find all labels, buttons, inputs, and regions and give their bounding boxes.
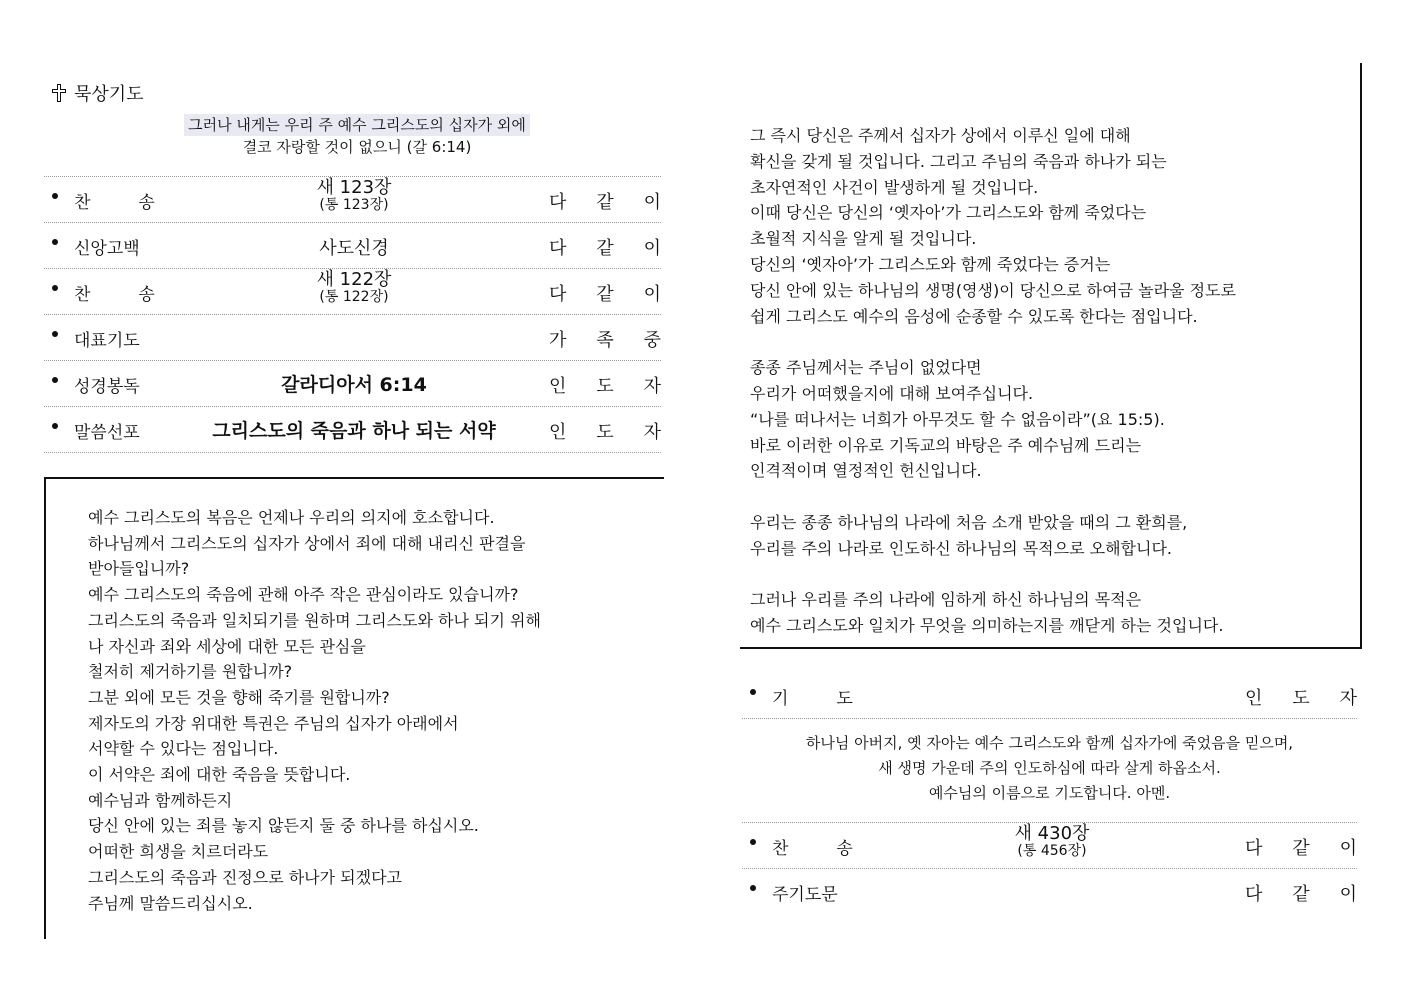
order-label: 기도 xyxy=(772,689,901,709)
scripture-reference: 갈라디아서 6:14 xyxy=(281,374,427,396)
hymn-old-number: (통 456장) xyxy=(1017,843,1087,859)
cross-icon xyxy=(52,84,66,102)
order-label: 대표기도 xyxy=(74,331,140,351)
bullet xyxy=(52,193,58,199)
message-text: 예수 그리스도의 복음은 언제나 우리의 의지에 호소합니다. 하나님께서 그리스도의 십자가 상에서 죄에 대해 내리신 판결을 받아들입니까? 예수 그리스도의 죽음에 관해 아주 작은 관심이라도 있습니까? 그리스도의 죽음과 일치되기를 원하며 그리스도와 하나 되기 위해 나 자신과 죄와 세상에 대한 모든 관심을 철저히 제거하기를 원합니까? 그분 외에 모든 것을 향해 죽기를 원합니까? 제자도의 가장 위대한 특권은 주님의 십자가 아래에서 서약할 수 있다는 점입니다. 이 서약은 죄에 대한 죽음을 뜻합니다. 예수님과 함께하든지 당신 안에 있는 죄를 놓지 않든지 둘 중 하나를 하십시오. 어떠한 희생을 치르더라도 그리스도의 죽음과 진정으로 하나가 되겠다고 주님께 말씀드리십시오. xyxy=(88,508,541,913)
order-row-prayer xyxy=(44,315,661,361)
hymn-old-number: (통 122장) xyxy=(319,289,389,305)
hymn-old-number: (통 123장) xyxy=(319,197,389,213)
verse-line-1: 그러나 내게는 우리 주 예수 그리스도의 십자가 외에 xyxy=(184,114,530,136)
prayer-text xyxy=(742,731,1357,806)
order-leader: 다 같 이 xyxy=(549,238,661,259)
order-leader: 다 같 이 xyxy=(549,192,661,213)
order-label: 주기도문 xyxy=(772,885,838,905)
bullet xyxy=(52,423,58,429)
bullet xyxy=(52,285,58,291)
hymn-number: 새 430장 xyxy=(1014,823,1090,844)
order-label: 찬송 xyxy=(74,193,203,213)
order-row-lords-prayer xyxy=(742,869,1357,914)
order-row-hymn-final xyxy=(742,823,1357,869)
order-leader: 인 도 자 xyxy=(549,422,661,443)
message-text: 그 즉시 당신은 주께서 십자가 상에서 이루신 일에 대해 확신을 갖게 될 것입니다. 그리고 주님의 죽음과 하나가 되는 초자연적인 사건이 발생하게 될 것입니다. 이때 당신은 당신의 ‘옛자아’가 그리스도와 함께 죽었다는 초월적 지식을 알게 될 것입니다. 당신의 ‘옛자아’가 그리스도와 함께 죽었다는 증거는 당신 안에 있는 하나님의 생명(영생)이 당신으로 하여금 놀라울 정도로 쉽게 그리스도 예수의 음성에 순종할 수 있도록 한다는 점입니다. 종종 주님께서는 주님이 없었다면 우리가 어떠했을지에 대해 보여주십니다. “나를 떠나서는 너희가 아무것도 할 수 없음이라”(요 15:5). 바로 이러한 이유로 기독교의 바탕은 주 예수님께 드리는 인격적이며 열정적인 헌신입니다. 우리는 종종 하나님의 나라에 처음 소개 받았을 때의 그 환희를, 우리를 주의 나라로 인도하신 하나님의 목적으로 오해합니다. 그러나 우리를 주의 나라에 임하게 하신 하나님의 목적은 예수 그리스도와 일치가 무엇을 의미하는지를 깨닫게 하는 것입니다. xyxy=(750,126,1236,636)
prayer-line: 새 생명 가운데 주의 인도하심에 따라 살게 하옵소서. xyxy=(878,759,1221,777)
bullet xyxy=(750,885,756,891)
order-leader: 다 같 이 xyxy=(1245,884,1357,905)
message-box-left xyxy=(44,477,664,939)
order-row-sermon xyxy=(44,407,661,453)
order-row-hymn-2 xyxy=(44,269,661,315)
order-leader: 다 같 이 xyxy=(1245,838,1357,859)
bullet xyxy=(52,331,58,337)
order-label: 신앙고백 xyxy=(74,239,140,259)
theme-verse xyxy=(150,114,564,158)
creed-name: 사도신경 xyxy=(319,238,389,259)
order-row-prayer-final xyxy=(742,673,1357,719)
order-label: 찬송 xyxy=(74,285,203,305)
order-row-creed xyxy=(44,223,661,269)
prayer-line: 하나님 아버지, 옛 자아는 예수 그리스도와 함께 십자가에 죽었음을 믿으며, xyxy=(805,734,1294,752)
hymn-number: 새 122장 xyxy=(316,269,392,290)
order-label: 말씀선포 xyxy=(74,423,140,443)
bullet xyxy=(52,239,58,245)
prayer-line: 예수님의 이름으로 기도합니다. 아멘. xyxy=(928,784,1171,802)
bullet xyxy=(52,377,58,383)
hymn-number: 새 123장 xyxy=(316,177,392,198)
worship-order-left xyxy=(44,176,661,453)
order-leader: 가 족 중 xyxy=(549,330,661,351)
order-row-scripture xyxy=(44,361,661,407)
verse-line-2: 결코 자랑할 것이 없으니 (갈 6:14) xyxy=(242,138,472,156)
title-text: 묵상기도 xyxy=(74,84,144,105)
worship-order-right-end xyxy=(742,822,1357,914)
order-leader: 다 같 이 xyxy=(549,284,661,305)
bullet xyxy=(750,689,756,695)
order-label: 성경봉독 xyxy=(74,377,140,397)
order-leader: 인 도 자 xyxy=(549,376,661,397)
sermon-title: 그리스도의 죽음과 하나 되는 서약 xyxy=(212,420,496,442)
section-title xyxy=(52,80,144,106)
message-box-right xyxy=(740,63,1362,649)
order-row-hymn xyxy=(44,177,661,223)
bullet xyxy=(750,839,756,845)
order-label: 찬송 xyxy=(772,839,901,859)
order-leader: 인 도 자 xyxy=(1245,688,1357,709)
worship-order-right xyxy=(742,673,1357,719)
